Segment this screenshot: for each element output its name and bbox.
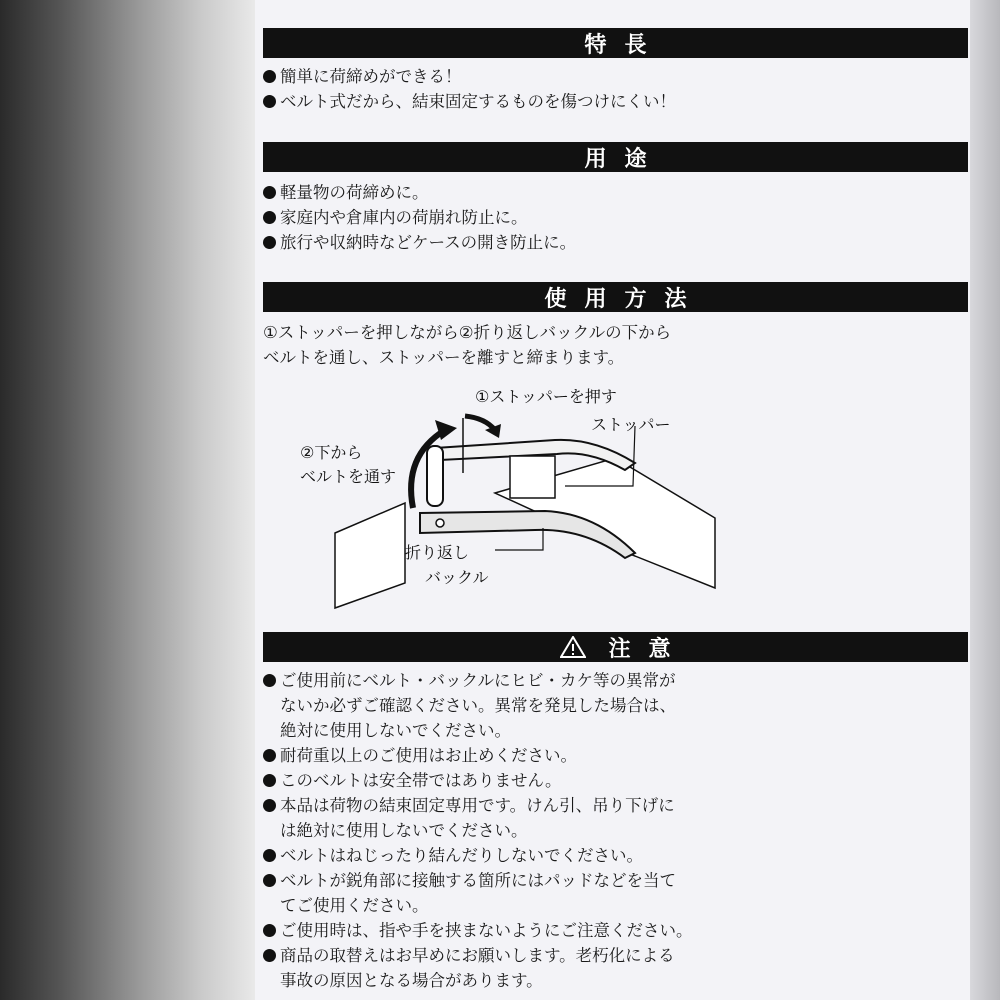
list-item-continuation: は絶対に使用しないでください。	[280, 821, 528, 840]
list-item-continuation: 絶対に使用しないでください。	[280, 721, 511, 740]
bullet-icon	[263, 799, 276, 812]
features-list	[263, 64, 968, 114]
background-right-strip	[970, 0, 1000, 1000]
list-item: 簡単に荷締めができる！	[263, 64, 968, 89]
label-stopper: ストッパー	[591, 415, 671, 434]
label-press-stopper: ①ストッパーを押す	[475, 387, 617, 406]
list-item: 商品の取替えはお早めにお願いします。老朽化による	[263, 943, 968, 968]
caution-list	[263, 668, 968, 993]
list-item: ベルト式だから、結束固定するものを傷つけにくい！	[263, 89, 968, 114]
label-from-below-2: ベルトを通す	[300, 467, 397, 486]
bullet-icon	[263, 774, 276, 787]
features-title: 特長	[584, 32, 665, 58]
howto-line: ①ストッパーを押しながら②折り返しバックルの下から	[263, 323, 672, 342]
stopper-roller	[427, 446, 443, 506]
warning-icon	[560, 636, 586, 658]
list-item: 耐荷重以上のご使用はお止めください。	[263, 743, 968, 768]
label-buckle-1: 折り返し	[405, 543, 470, 562]
bullet-icon	[263, 236, 276, 249]
howto-text	[263, 320, 968, 370]
uses-list	[263, 180, 968, 255]
bullet-icon	[263, 70, 276, 83]
bullet-icon	[263, 849, 276, 862]
instruction-card	[255, 0, 970, 1000]
list-item: ご使用時は、指や手を挟まないようにご注意ください。	[263, 918, 968, 943]
howto-header	[263, 282, 968, 312]
background-left-strip	[0, 0, 255, 1000]
buckle-diagram	[295, 378, 755, 628]
bullet-icon	[263, 186, 276, 199]
buckle-pin	[436, 519, 444, 527]
list-item: ご使用前にベルト・バックルにヒビ・カケ等の異常が	[263, 668, 968, 693]
list-item: 軽量物の荷締めに。	[263, 180, 968, 205]
label-from-below-1: ②下から	[300, 443, 363, 462]
list-item-continuation: 事故の原因となる場合があります。	[280, 971, 543, 990]
caution-header	[263, 632, 968, 662]
howto-title: 使用方法	[544, 286, 705, 312]
belt-left-part	[335, 503, 405, 608]
howto-line: ベルトを通し、ストッパーを離すと締まります。	[263, 348, 625, 367]
features-header	[263, 28, 968, 58]
uses-header	[263, 142, 968, 172]
list-item-continuation: ないか必ずご確認ください。異常を発見した場合は、	[280, 696, 676, 715]
list-item: 旅行や収納時などケースの開き防止に。	[263, 230, 968, 255]
stopper-window	[510, 456, 555, 498]
bullet-icon	[263, 874, 276, 887]
caution-title: 注意	[608, 636, 689, 662]
list-item: ベルトはねじったり結んだりしないでください。	[263, 843, 968, 868]
list-item: 家庭内や倉庫内の荷崩れ防止に。	[263, 205, 968, 230]
press-arrow	[465, 416, 495, 430]
bullet-icon	[263, 924, 276, 937]
uses-title: 用途	[584, 146, 665, 172]
list-item: このベルトは安全帯ではありません。	[263, 768, 968, 793]
list-item: 本品は荷物の結束固定専用です。けん引、吊り下げに	[263, 793, 968, 818]
bullet-icon	[263, 949, 276, 962]
bullet-icon	[263, 211, 276, 224]
list-item: ベルトが鋭角部に接触する箇所にはパッドなどを当て	[263, 868, 968, 893]
label-buckle-2: バックル	[425, 568, 489, 587]
bullet-icon	[263, 95, 276, 108]
bullet-icon	[263, 749, 276, 762]
list-item-continuation: てご使用ください。	[280, 896, 429, 915]
bullet-icon	[263, 674, 276, 687]
